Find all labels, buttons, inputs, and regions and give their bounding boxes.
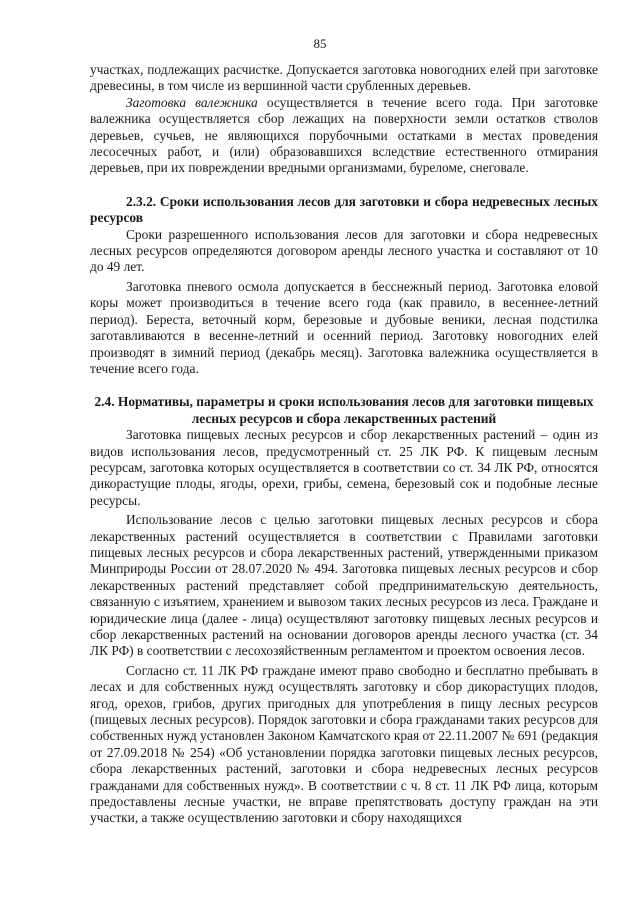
paragraph-citizens-rights: Согласно ст. 11 ЛК РФ граждане имеют право свободно и бесплатно пребывать в лесах и для собственных нужд осуществлять заготовку и сбор дикорастущих плодов, ягод, орехов, грибов, других пригодных для употребления в пищу лесных ресурсов (пищевых лесных ресурсов). Порядок заготовки и сбора гражданами таких ресурсов для собственных нужд установлен Законом Камчатского края от 22.11.2007 № 691 (редакция от 27.09.2018 № 254) «Об установлении порядка заготовки пищевых лесных ресурсов, сбора лекарственных растений, заготовки и сбора недревесных лесных ресурсов гражданами для собственных нужд». В соответствии с ч. 8 ст. 11 ЛК РФ лица, которым предоставлены лесные участки, не вправе препятствовать доступу граждан на эти участки, а также осуществлению заготовки и сбору находящихся bbox=[90, 662, 598, 826]
paragraph-terms: Сроки разрешенного использования лесов для заготовки и сбора недревесных лесных ресурсов определяются договором аренды лесного участка и составляют от 10 до 49 лет. bbox=[90, 226, 598, 275]
paragraph-rules: Использование лесов с целью заготовки пищевых лесных ресурсов и сбора лекарственных растений осуществляется в соответствии с Правилами заготовки пищевых лесных ресурсов и сбора лекарственных растений, утвержденными приказом Минприроды России от 28.07.2020 № 494. Заготовка пищевых лесных ресурсов и сбор лекарственных растений представляет собой предпринимательскую деятельность, связанную с изъятием, хранением и вывозом таких лесных ресурсов из леса. Граждане и юридические лица (далее - лица) осуществляют заготовку пищевых лесных ресурсов и сбор лекарственных растений на основании договоров аренды лесного участка (ст. 34 ЛК РФ) в соответствии с лесохозяйственным регламентом и проектом освоения лесов. bbox=[90, 512, 598, 659]
section-heading-2-3-2: 2.3.2. Сроки использования лесов для заготовки и сбора недревесных лесных ресурсов bbox=[90, 193, 598, 226]
italic-term: Заготовка валежника bbox=[126, 94, 258, 110]
section-heading-2-4: 2.4. Нормативы, параметры и сроки использования лесов для заготовки пищевых лесных ресурсов и сбора лекарственных растений bbox=[94, 394, 594, 426]
paragraph-continuation: участках, подлежащих расчистке. Допускается заготовка новогодних елей при заготовке древесины, в том числе из вершинной части срубленных деревьев. bbox=[90, 62, 598, 94]
paragraph-deadwood-text: осуществляется в течение всего года. При заготовке валежника осуществляется сбор лежащих на поверхности земли остатков стволов деревьев, сучьев, не являющихся порубочными остатками в местах проведения лесосечных работ, и (или) образовавшихся вследствие естественного отмирания деревьев, при их повреждении вредными организмами, буреломе, снеговале. bbox=[90, 94, 598, 176]
paragraph-deadwood bbox=[90, 95, 598, 177]
page-content bbox=[90, 62, 598, 827]
page-number: 85 bbox=[313, 36, 327, 51]
paragraph-seasons: Заготовка пневого осмола допускается в бесснежный период. Заготовка еловой коры может производиться в течение всего года (как правило, в весеннее-летний период). Береста, веточный корм, березовые и дубовые веники, лесная подстилка заготавливаются в весенне-летний и осенний период. Заготовку новогодних елей производят в зимний период (декабрь месяц). Заготовка валежника осуществляется в течение всего года. bbox=[90, 278, 598, 376]
paragraph-food-resources: Заготовка пищевых лесных ресурсов и сбор лекарственных растений – один из видов использования лесов, предусмотренный ст. 25 ЛК РФ. К пищевым лесным ресурсам, заготовка которых осуществляется в соответствии со ст. 34 ЛК РФ, относятся дикорастущие плоды, ягоды, орехи, грибы, семена, березовый сок и подобные лесные ресурсы. bbox=[90, 427, 598, 508]
